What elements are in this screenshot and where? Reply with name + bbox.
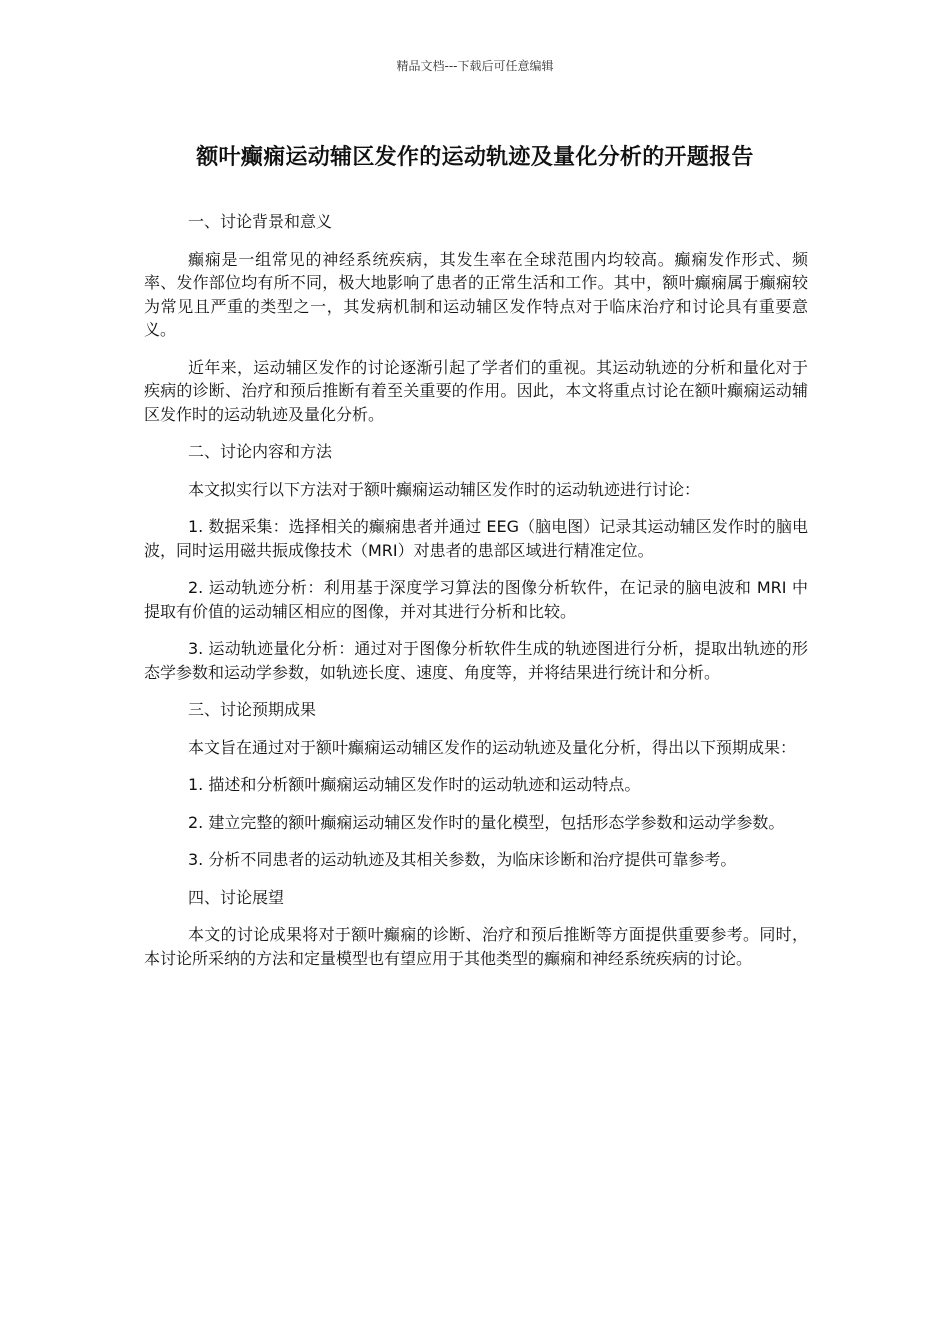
list-item: 2. 建立完整的额叶癫痫运动辅区发作时的量化模型，包括形态学参数和运动学参数。 bbox=[188, 812, 785, 832]
document-body bbox=[144, 210, 808, 984]
paragraph: 近年来，运动辅区发作的讨论逐渐引起了学者们的重视。其运动轨迹的分析和量化对于疾病的诊断、治疗和预后推断有着至关重要的作用。因此，本文将重点讨论在额叶癫痫运动辅区发作时的运动轨迹及量化分析。 bbox=[144, 357, 808, 424]
paragraph: 本文拟实行以下方法对于额叶癫痫运动辅区发作时的运动轨迹进行讨论： bbox=[188, 479, 701, 499]
paragraph: 本文旨在通过对于额叶癫痫运动辅区发作的运动轨迹及量化分析，得出以下预期成果： bbox=[188, 737, 797, 757]
paragraph: 癫痫是一组常见的神经系统疾病，其发生率在全球范围内均较高。癫痫发作形式、频率、发作部位均有所不同，极大地影响了患者的正常生活和工作。其中，额叶癫痫属于癫痫较为常见且严重的类型之一，其发病机制和运动辅区发作特点对于临床治疗和讨论具有重要意义。 bbox=[144, 249, 808, 339]
list-item: 1. 描述和分析额叶癫痫运动辅区发作时的运动轨迹和运动特点。 bbox=[188, 775, 641, 794]
section-heading-outlook: 四、讨论展望 bbox=[188, 887, 285, 907]
paragraph: 本文的讨论成果将对于额叶癫痫的诊断、治疗和预后推断等方面提供重要参考。同时，本讨论所采纳的方法和定量模型也有望应用于其他类型的癫痫和神经系统疾病的讨论。 bbox=[144, 925, 808, 968]
section-heading-background: 一、讨论背景和意义 bbox=[188, 212, 333, 231]
list-item: 3. 运动轨迹量化分析：通过对于图像分析软件生成的轨迹图进行分析，提取出轨迹的形态学参数和运动学参数，如轨迹长度、速度、角度等，并将结果进行统计和分析。 bbox=[144, 639, 808, 682]
section-heading-outcomes: 三、讨论预期成果 bbox=[188, 700, 317, 719]
page-header: 精品文档---下载后可任意编辑 bbox=[396, 59, 554, 73]
document-title: 额叶癫痫运动辅区发作的运动轨迹及量化分析的开题报告 bbox=[196, 145, 754, 170]
section-heading-methods: 二、讨论内容和方法 bbox=[188, 442, 333, 461]
list-item: 1. 数据采集：选择相关的癫痫患者并通过 EEG（脑电图）记录其运动辅区发作时的脑电波，同时运用磁共振成像技术（MRI）对患者的患部区域进行精准定位。 bbox=[144, 517, 808, 560]
list-item: 2. 运动轨迹分析：利用基于深度学习算法的图像分析软件，在记录的脑电波和 MRI 中提取有价值的运动辅区相应的图像，并对其进行分析和比较。 bbox=[144, 578, 808, 621]
list-item: 3. 分析不同患者的运动轨迹及其相关参数，为临床诊断和治疗提供可靠参考。 bbox=[188, 850, 737, 869]
